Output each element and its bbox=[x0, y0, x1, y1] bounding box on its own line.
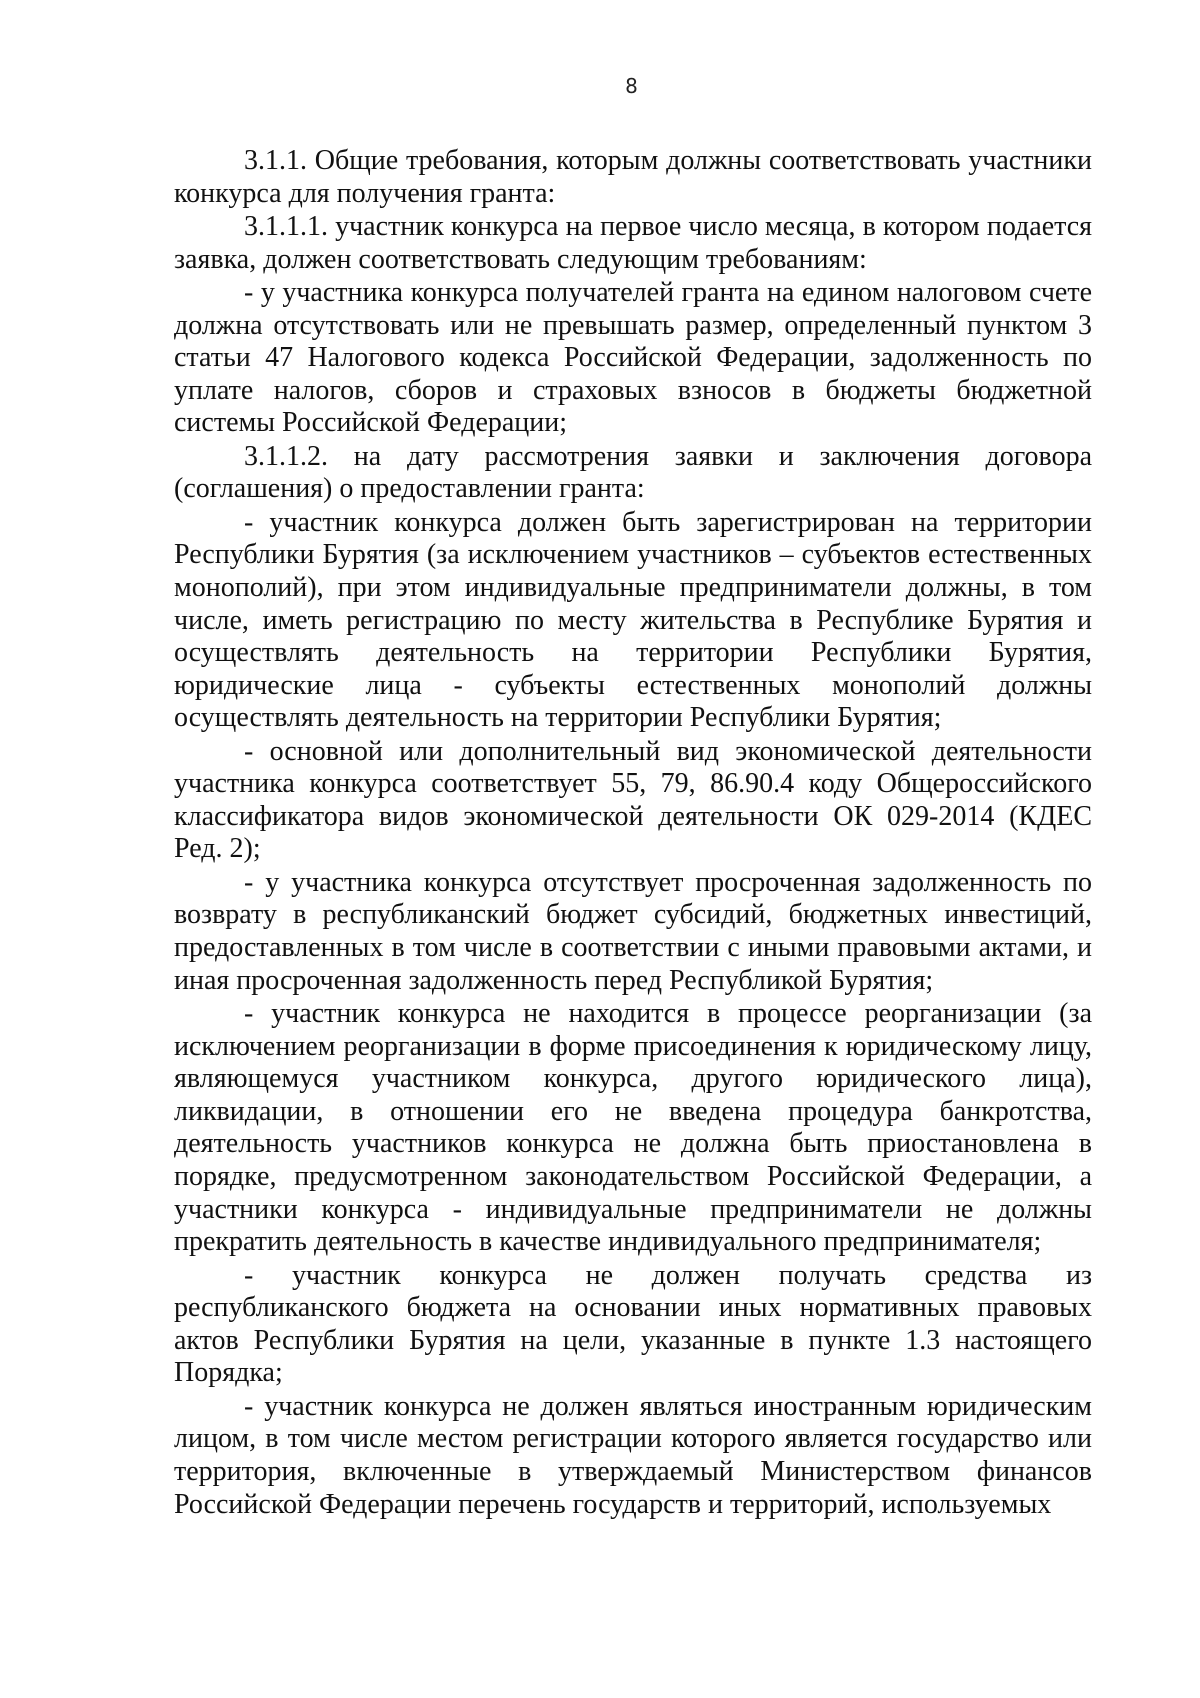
paragraph-reorganization: - участник конкурса не находится в процессе реорганизации (за исключением реорганизации в форме присоединения к юридическому лицу, являющемуся участником конкурса, другого юридического лица), ликвидации, в отношении его не введена процедура банкротства, деятельность участников конкурса не должна быть приостановлена в порядке, предусмотренном законодательством Российской Федерации, а участники конкурса - индивидуальные предприниматели не должны прекратить деятельность в качестве индивидуального предпринимателя; bbox=[174, 998, 1092, 1258]
paragraph-3-1-1-1: 3.1.1.1. участник конкурса на первое число месяца, в котором подается заявка, должен соответствовать следующим требованиям: bbox=[174, 210, 1092, 275]
page-number: 8 bbox=[625, 74, 638, 98]
paragraph-activity-code: - основной или дополнительный вид экономической деятельности участника конкурса соответствует 55, 79, 86.90.4 коду Общероссийского классификатора видов экономической деятельности ОК 029-2014 (КДЕС Ред. 2); bbox=[174, 735, 1092, 865]
paragraph-3-1-1-2: 3.1.1.2. на дату рассмотрения заявки и заключения договора (соглашения) о предоставлении гранта: bbox=[174, 440, 1092, 505]
document-body bbox=[174, 145, 1092, 1522]
paragraph-overdue-debt: - у участника конкурса отсутствует просроченная задолженность по возврату в республиканский бюджет субсидий, бюджетных инвестиций, предоставленных в том числе в соответствии с иными правовыми актами, и иная просроченная задолженность перед Республикой Бурятия; bbox=[174, 866, 1092, 996]
paragraph-other-funds: - участник конкурса не должен получать средства из республиканского бюджета на основании иных нормативных правовых актов Республики Бурятия на цели, указанные в пункте 1.3 настоящего Порядка; bbox=[174, 1259, 1092, 1389]
paragraph-foreign-entity: - участник конкурса не должен являться иностранным юридическим лицом, в том числе местом регистрации которого является государство или территория, включенные в утверждаемый Министерством финансов Российской Федерации перечень государств и территорий, используемых bbox=[174, 1390, 1092, 1520]
paragraph-3-1-1: 3.1.1. Общие требования, которым должны соответствовать участники конкурса для получения гранта: bbox=[174, 145, 1092, 209]
paragraph-tax-debt: - у участника конкурса получателей гранта на едином налоговом счете должна отсутствовать или не превышать размер, определенный пунктом 3 статьи 47 Налогового кодекса Российской Федерации, задолженность по уплате налогов, сборов и страховых взносов в бюджеты бюджетной системы Российской Федерации; bbox=[174, 276, 1092, 439]
paragraph-registration: - участник конкурса должен быть зарегистрирован на территории Республики Бурятия (за исключением участников – субъектов естественных монополий), при этом индивидуальные предприниматели должны, в том числе, иметь регистрацию по месту жительства в Республике Бурятия и осуществлять деятельность на территории Республики Бурятия, юридические лица - субъекты естественных монополий должны осуществлять деятельность на территории Республики Бурятия; bbox=[174, 506, 1092, 734]
